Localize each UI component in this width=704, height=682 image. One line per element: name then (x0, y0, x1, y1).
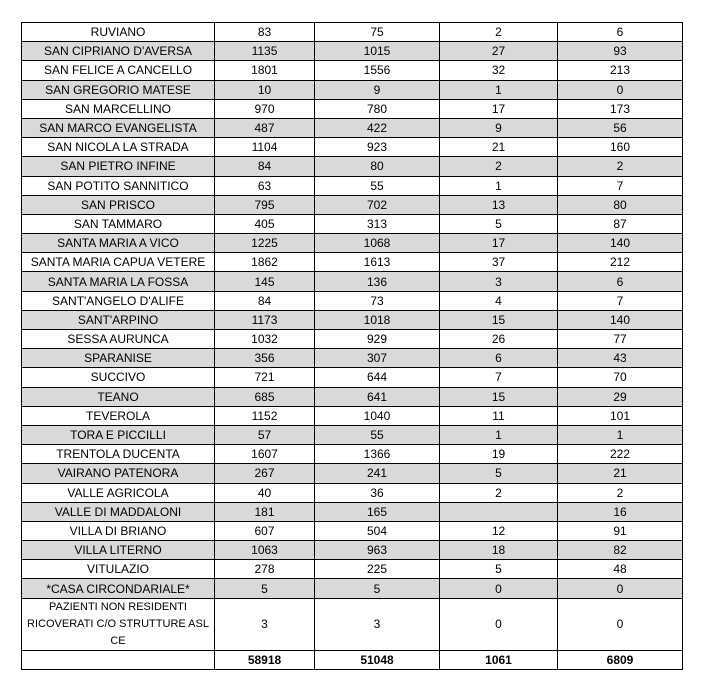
municipality-cell: TEANO (22, 387, 215, 406)
value-cell-3: 2 (440, 23, 558, 42)
municipality-cell: SAN NICOLA LA STRADA (22, 138, 215, 157)
value-cell-4: 213 (558, 61, 683, 80)
value-cell-3: 21 (440, 138, 558, 157)
value-cell-1: 1104 (215, 138, 315, 157)
value-cell-3: 1 (440, 176, 558, 195)
table-row (22, 425, 683, 444)
municipality-cell: VALLE AGRICOLA (22, 483, 215, 502)
table-row (22, 541, 683, 560)
value-cell-1: 84 (215, 157, 315, 176)
table-row (22, 560, 683, 579)
value-cell-1: 57 (215, 425, 315, 444)
value-cell-2: 36 (315, 483, 440, 502)
table-row (22, 61, 683, 80)
value-cell-4: 212 (558, 253, 683, 272)
value-cell-4: 21 (558, 464, 683, 483)
value-cell-3: 5 (440, 464, 558, 483)
table-row (22, 445, 683, 464)
value-cell-4: 6 (558, 23, 683, 42)
table-row (22, 272, 683, 291)
value-cell-2: 165 (315, 502, 440, 521)
value-cell-1: 1801 (215, 61, 315, 80)
value-cell-2: 313 (315, 214, 440, 233)
municipality-cell: VALLE DI MADDALONI (22, 502, 215, 521)
value-cell-1: 1063 (215, 541, 315, 560)
value-cell-4: 93 (558, 42, 683, 61)
totals-label-cell (22, 650, 215, 669)
value-cell-2: 1366 (315, 445, 440, 464)
value-cell-4: 140 (558, 234, 683, 253)
value-cell-2: 963 (315, 541, 440, 560)
table-row (22, 42, 683, 61)
value-cell-2: 929 (315, 330, 440, 349)
municipality-cell: VILLA LITERNO (22, 541, 215, 560)
value-cell-1: 1152 (215, 406, 315, 425)
municipality-cell: SANTA MARIA CAPUA VETERE (22, 253, 215, 272)
value-cell-1: 181 (215, 502, 315, 521)
value-cell-3: 1 (440, 425, 558, 444)
total-cell-2: 51048 (315, 650, 440, 669)
table-row (22, 291, 683, 310)
value-cell-3: 19 (440, 445, 558, 464)
value-cell-3: 15 (440, 387, 558, 406)
value-cell-2: 1040 (315, 406, 440, 425)
value-cell-4: 16 (558, 502, 683, 521)
municipality-cell: VAIRANO PATENORA (22, 464, 215, 483)
value-cell-2: 241 (315, 464, 440, 483)
municipality-cell: SANTA MARIA LA FOSSA (22, 272, 215, 291)
value-cell-2: 136 (315, 272, 440, 291)
value-cell-4: 2 (558, 483, 683, 502)
value-cell-4: 48 (558, 560, 683, 579)
value-cell-2: 702 (315, 195, 440, 214)
table-row (22, 464, 683, 483)
value-cell-3: 4 (440, 291, 558, 310)
municipality-cell: SAN MARCELLINO (22, 99, 215, 118)
value-cell-3: 5 (440, 214, 558, 233)
municipality-cell: SAN PIETRO INFINE (22, 157, 215, 176)
municipality-cell: VILLA DI BRIANO (22, 521, 215, 540)
municipality-cell: SAN MARCO EVANGELISTA (22, 118, 215, 137)
municipality-cell: RUVIANO (22, 23, 215, 42)
value-cell-4: 56 (558, 118, 683, 137)
municipality-cell: TRENTOLA DUCENTA (22, 445, 215, 464)
table-row (22, 483, 683, 502)
table-row (22, 406, 683, 425)
value-cell-3: 17 (440, 99, 558, 118)
value-cell-2: 225 (315, 560, 440, 579)
value-cell-2: 1018 (315, 310, 440, 329)
table-row (22, 521, 683, 540)
value-cell-2: 1556 (315, 61, 440, 80)
value-cell-1: 63 (215, 176, 315, 195)
value-cell-4: 1 (558, 425, 683, 444)
value-cell-2: 73 (315, 291, 440, 310)
value-cell-1: 607 (215, 521, 315, 540)
value-cell-3: 12 (440, 521, 558, 540)
table-row (22, 99, 683, 118)
value-cell-4: 0 (558, 579, 683, 598)
municipality-cell: SANTA MARIA A VICO (22, 234, 215, 253)
table-row (22, 157, 683, 176)
value-cell-4: 101 (558, 406, 683, 425)
value-cell-4: 0 (558, 80, 683, 99)
table-row (22, 234, 683, 253)
value-cell-3: 27 (440, 42, 558, 61)
value-cell-3: 6 (440, 349, 558, 368)
table-row (22, 80, 683, 99)
municipality-cell: *CASA CIRCONDARIALE* (22, 579, 215, 598)
table-row (22, 502, 683, 521)
value-cell-1: 10 (215, 80, 315, 99)
value-cell-1: 83 (215, 23, 315, 42)
value-cell-2: 504 (315, 521, 440, 540)
value-cell-1: 1032 (215, 330, 315, 349)
value-cell-3: 1 (440, 80, 558, 99)
value-cell-2: 1068 (315, 234, 440, 253)
value-cell-2: 422 (315, 118, 440, 137)
value-cell-1: 685 (215, 387, 315, 406)
municipality-cell: SAN POTITO SANNITICO (22, 176, 215, 195)
value-cell-1: 356 (215, 349, 315, 368)
value-cell-1: 487 (215, 118, 315, 137)
value-cell-1: 795 (215, 195, 315, 214)
value-cell-4: 2 (558, 157, 683, 176)
municipality-cell: VITULAZIO (22, 560, 215, 579)
value-cell-1: 721 (215, 368, 315, 387)
value-cell-2: 1613 (315, 253, 440, 272)
value-cell-3: 15 (440, 310, 558, 329)
table-row (22, 330, 683, 349)
value-cell-4: 82 (558, 541, 683, 560)
municipality-cell: SAN FELICE A CANCELLO (22, 61, 215, 80)
value-cell-3: 17 (440, 234, 558, 253)
value-cell-2: 55 (315, 176, 440, 195)
value-cell-2: 923 (315, 138, 440, 157)
municipality-cell: SAN CIPRIANO D'AVERSA (22, 42, 215, 61)
municipality-cell: SANT'ANGELO D'ALIFE (22, 291, 215, 310)
value-cell-3 (440, 502, 558, 521)
total-cell-1: 58918 (215, 650, 315, 669)
value-cell-1: 267 (215, 464, 315, 483)
value-cell-2: 5 (315, 579, 440, 598)
table-row (22, 368, 683, 387)
value-cell-3: 37 (440, 253, 558, 272)
value-cell-4: 222 (558, 445, 683, 464)
table-row (22, 118, 683, 137)
value-cell-3: 32 (440, 61, 558, 80)
value-cell-1: 1607 (215, 445, 315, 464)
total-cell-3: 1061 (440, 650, 558, 669)
value-cell-3: 0 (440, 579, 558, 598)
value-cell-3: 5 (440, 560, 558, 579)
value-cell-4: 87 (558, 214, 683, 233)
table-row (22, 387, 683, 406)
value-cell-1: 84 (215, 291, 315, 310)
value-cell-4: 70 (558, 368, 683, 387)
value-cell-3: 18 (440, 541, 558, 560)
municipality-cell: SANT'ARPINO (22, 310, 215, 329)
value-cell-3: 13 (440, 195, 558, 214)
value-cell-3: 11 (440, 406, 558, 425)
municipality-cell: TEVEROLA (22, 406, 215, 425)
value-cell-4: 0 (558, 598, 683, 650)
value-cell-1: 1135 (215, 42, 315, 61)
value-cell-2: 55 (315, 425, 440, 444)
value-cell-4: 7 (558, 176, 683, 195)
value-cell-4: 173 (558, 99, 683, 118)
value-cell-2: 644 (315, 368, 440, 387)
value-cell-3: 0 (440, 598, 558, 650)
municipality-cell: SPARANISE (22, 349, 215, 368)
value-cell-1: 145 (215, 272, 315, 291)
municipality-cell: SUCCIVO (22, 368, 215, 387)
table-row (22, 23, 683, 42)
municipality-cell: TORA E PICCILLI (22, 425, 215, 444)
municipality-cell: PAZIENTI NON RESIDENTI RICOVERATI C/O STRUTTURE ASL CE (22, 598, 215, 650)
value-cell-1: 970 (215, 99, 315, 118)
value-cell-1: 40 (215, 483, 315, 502)
value-cell-1: 1225 (215, 234, 315, 253)
value-cell-1: 1862 (215, 253, 315, 272)
value-cell-3: 7 (440, 368, 558, 387)
value-cell-3: 26 (440, 330, 558, 349)
municipality-cell: SESSA AURUNCA (22, 330, 215, 349)
totals-row (22, 650, 683, 669)
table-row (22, 253, 683, 272)
value-cell-2: 1015 (315, 42, 440, 61)
value-cell-2: 75 (315, 23, 440, 42)
table-row (22, 579, 683, 598)
table-row (22, 598, 683, 650)
value-cell-3: 3 (440, 272, 558, 291)
value-cell-3: 2 (440, 157, 558, 176)
municipality-cell: SAN PRISCO (22, 195, 215, 214)
value-cell-1: 278 (215, 560, 315, 579)
value-cell-1: 1173 (215, 310, 315, 329)
value-cell-4: 7 (558, 291, 683, 310)
value-cell-4: 160 (558, 138, 683, 157)
table-row (22, 214, 683, 233)
value-cell-2: 3 (315, 598, 440, 650)
table-row (22, 310, 683, 329)
municipality-cell: SAN TAMMARO (22, 214, 215, 233)
table-row (22, 176, 683, 195)
total-cell-4: 6809 (558, 650, 683, 669)
value-cell-4: 140 (558, 310, 683, 329)
table-body (22, 23, 683, 670)
table-row (22, 138, 683, 157)
value-cell-1: 3 (215, 598, 315, 650)
value-cell-3: 9 (440, 118, 558, 137)
value-cell-1: 5 (215, 579, 315, 598)
value-cell-4: 80 (558, 195, 683, 214)
value-cell-2: 641 (315, 387, 440, 406)
value-cell-2: 9 (315, 80, 440, 99)
value-cell-4: 6 (558, 272, 683, 291)
table-row (22, 195, 683, 214)
value-cell-4: 29 (558, 387, 683, 406)
value-cell-2: 80 (315, 157, 440, 176)
value-cell-2: 780 (315, 99, 440, 118)
municipality-cell: SAN GREGORIO MATESE (22, 80, 215, 99)
value-cell-3: 2 (440, 483, 558, 502)
value-cell-4: 43 (558, 349, 683, 368)
value-cell-2: 307 (315, 349, 440, 368)
data-table (21, 22, 683, 670)
value-cell-1: 405 (215, 214, 315, 233)
value-cell-4: 91 (558, 521, 683, 540)
value-cell-4: 77 (558, 330, 683, 349)
table-row (22, 349, 683, 368)
